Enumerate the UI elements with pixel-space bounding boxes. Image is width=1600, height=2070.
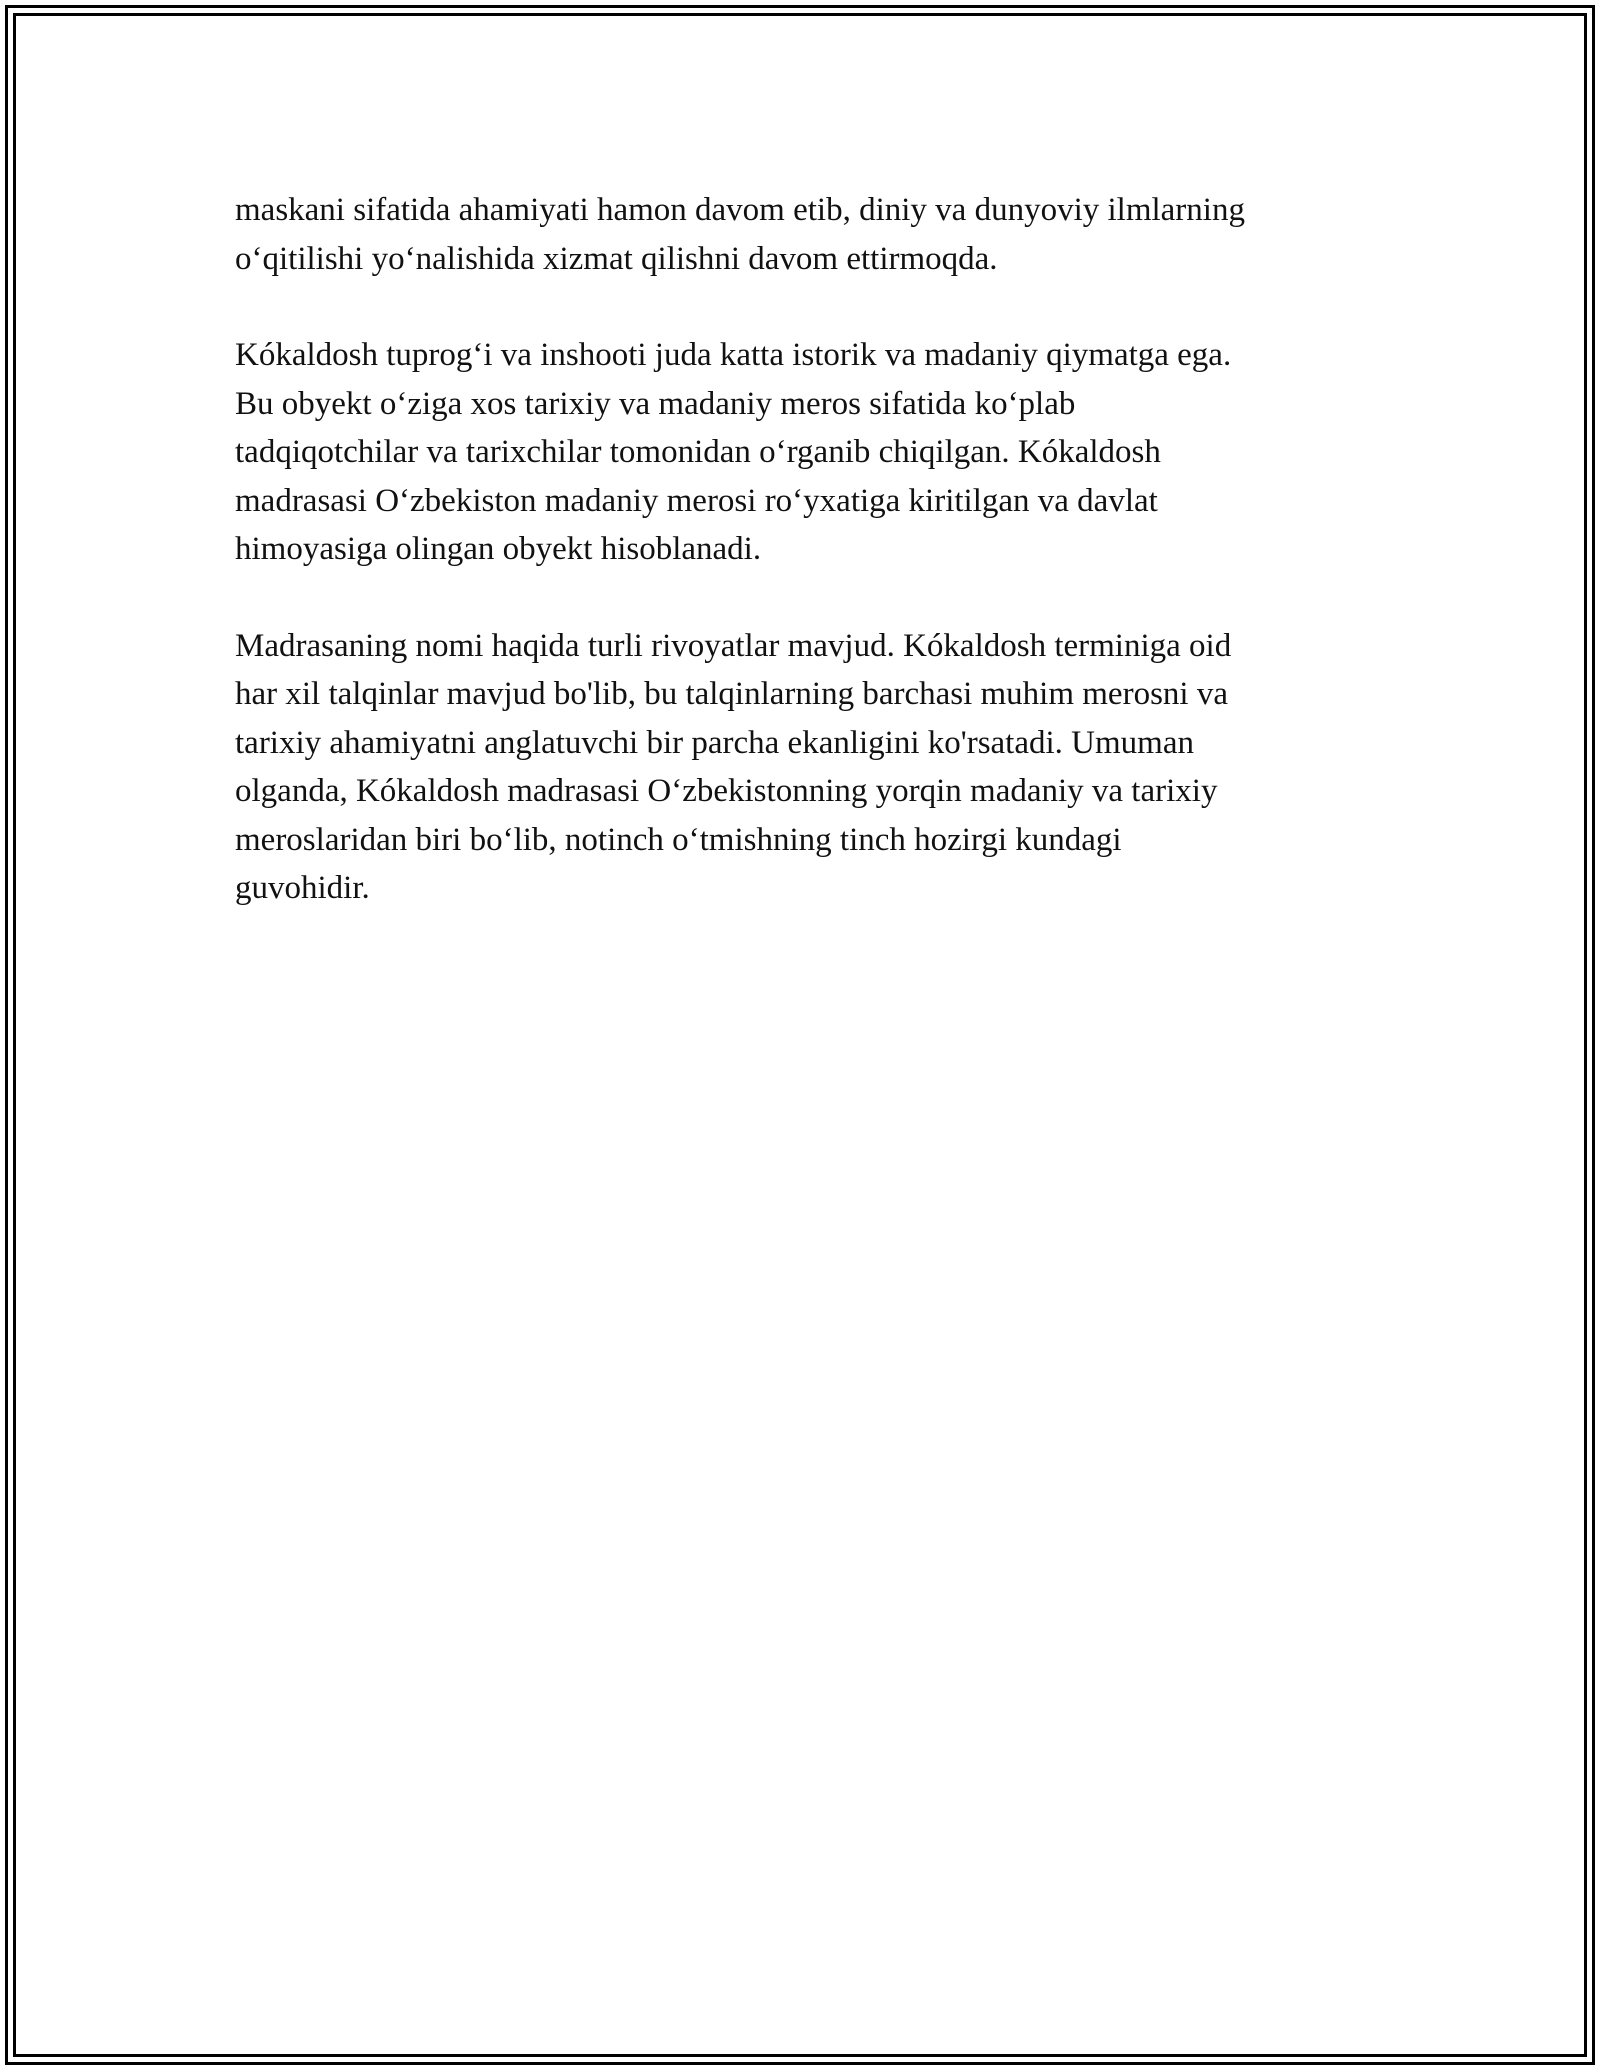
paragraph-line: guvohidir. <box>235 870 370 906</box>
paragraph-2 <box>235 331 1365 574</box>
paragraph-3 <box>235 622 1365 913</box>
paragraph-line: tadqiqotchilar va tarixchilar tomonidan o‘rganib chiqilgan. Kókaldosh <box>235 434 1161 470</box>
paragraph-line: o‘qitilishi yo‘nalishida xizmat qilishni davom ettirmoqda. <box>235 240 998 277</box>
paragraph-line: tarixiy ahamiyatni anglatuvchi bir parcha ekanligini ko'rsatadi. Umuman <box>235 724 1194 761</box>
paragraph-line: Kókaldosh tuprog‘i va inshooti juda katta istorik va madaniy qiymatga ega. <box>235 337 1232 373</box>
paragraph-line: madrasasi O‘zbekiston madaniy merosi ro‘yxatiga kiritilgan va davlat <box>235 482 1158 519</box>
paragraph-line: Madrasaning nomi haqida turli rivoyatlar mavjud. Kókaldosh terminiga oid <box>235 627 1232 664</box>
paragraph-line: himoyasiga olingan obyekt hisoblanadi. <box>235 531 762 567</box>
document-body <box>235 186 1365 961</box>
paragraph-line: maskani sifatida ahamiyati hamon davom etib, diniy va dunyoviy ilmlarning <box>235 192 1245 228</box>
paragraph-1 <box>235 186 1365 283</box>
paragraph-line: olganda, Kókaldosh madrasasi O‘zbekistonning yorqin madaniy va tarixiy <box>235 773 1218 809</box>
paragraph-line: har xil talqinlar mavjud bo'lib, bu talqinlarning barchasi muhim merosni va <box>235 676 1228 712</box>
paragraph-line: Bu obyekt o‘ziga xos tarixiy va madaniy meros sifatida ko‘plab <box>235 385 1076 422</box>
paragraph-line: meroslaridan biri bo‘lib, notinch o‘tmishning tinch hozirgi kundagi <box>235 821 1122 858</box>
